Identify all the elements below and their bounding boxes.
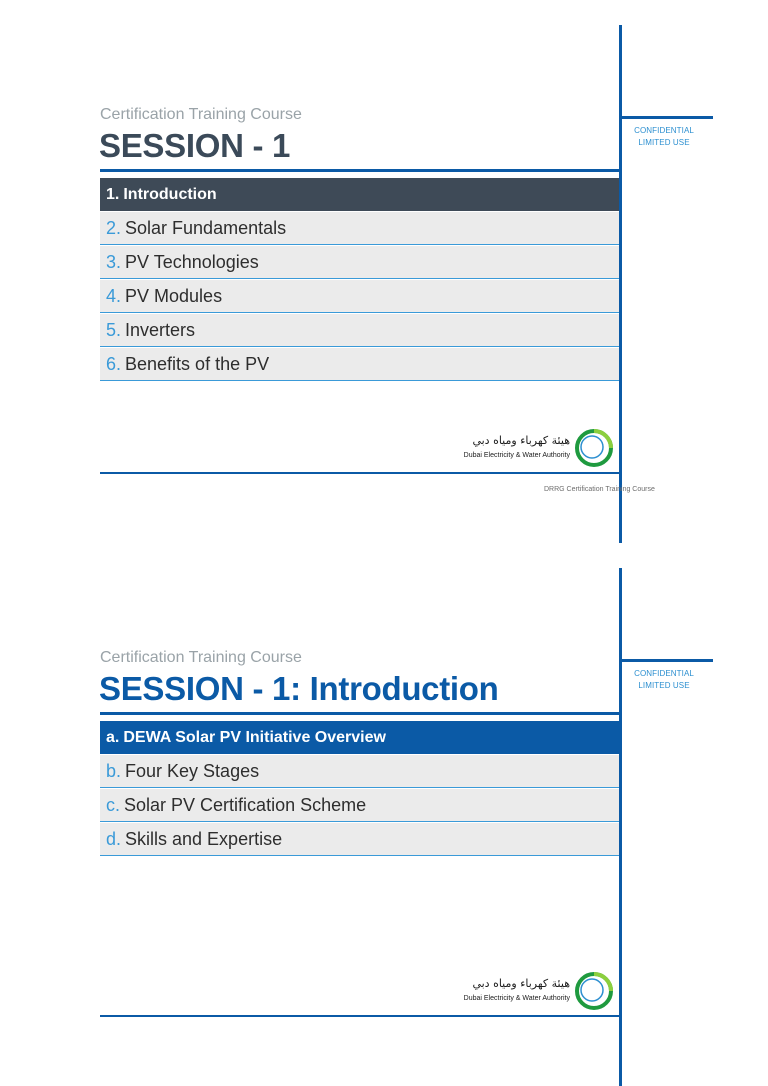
course-label: Certification Training Course xyxy=(100,106,302,123)
topic-number: 3. xyxy=(106,251,122,272)
topic-item-skills-expertise[interactable] xyxy=(100,823,619,856)
topic-item-pv-technologies[interactable] xyxy=(100,246,619,279)
topic-list xyxy=(100,721,619,857)
confidential-rule xyxy=(619,659,713,662)
dewa-logo xyxy=(450,965,616,1015)
logo-arabic-text: هيئة كهرباء ومياه دبي xyxy=(472,434,570,447)
logo-english-text: Dubai Electricity & Water Authority xyxy=(463,452,570,459)
session-title: SESSION - 1: Introduction xyxy=(99,670,499,707)
topic-list xyxy=(100,178,619,382)
topic-item-four-key-stages[interactable] xyxy=(100,755,619,788)
topic-number: 4. xyxy=(106,285,122,306)
topic-number: d. xyxy=(106,828,122,849)
topic-label: Benefits of the PV xyxy=(125,353,270,374)
topic-label: PV Modules xyxy=(125,285,223,306)
bottom-rule xyxy=(100,1015,619,1017)
vertical-divider xyxy=(619,568,622,1086)
confidential-line-2: LIMITED USE xyxy=(638,138,690,147)
confidential-line-1: CONFIDENTIAL xyxy=(634,669,694,678)
course-label: Certification Training Course xyxy=(100,649,302,666)
topic-number: b. xyxy=(106,760,122,781)
confidential-label xyxy=(622,125,706,149)
dewa-emblem-icon xyxy=(574,428,614,468)
title-rule xyxy=(100,712,619,715)
confidential-rule xyxy=(619,116,713,119)
topic-item-certification-scheme[interactable] xyxy=(100,789,619,822)
topic-number: 5. xyxy=(106,319,122,340)
logo-arabic-text: هيئة كهرباء ومياه دبي xyxy=(472,977,570,990)
topic-label: DEWA Solar PV Initiative Overview xyxy=(123,728,386,746)
dewa-logo xyxy=(450,422,616,472)
confidential-line-1: CONFIDENTIAL xyxy=(634,126,694,135)
topic-item-introduction[interactable] xyxy=(100,178,619,211)
topic-number: 2. xyxy=(106,217,122,238)
confidential-line-2: LIMITED USE xyxy=(638,681,690,690)
topic-item-benefits-of-pv[interactable] xyxy=(100,348,619,381)
topic-number: 1. xyxy=(106,185,120,203)
bottom-rule xyxy=(100,472,619,474)
footer-text: DRRG Certification Training Course xyxy=(544,486,655,493)
logo-english-text: Dubai Electricity & Water Authority xyxy=(463,995,570,1002)
vertical-divider xyxy=(619,25,622,543)
topic-label: Inverters xyxy=(125,319,196,340)
topic-label: PV Technologies xyxy=(125,251,259,272)
topic-number: a. xyxy=(106,728,120,746)
topic-number: c. xyxy=(106,794,121,815)
topic-label: Introduction xyxy=(123,185,217,203)
topic-label: Four Key Stages xyxy=(125,760,260,781)
session-title: SESSION - 1 xyxy=(99,127,291,164)
topic-item-solar-fundamentals[interactable] xyxy=(100,212,619,245)
topic-label: Solar PV Certification Scheme xyxy=(124,794,367,815)
topic-label: Skills and Expertise xyxy=(125,828,283,849)
topic-item-pv-modules[interactable] xyxy=(100,280,619,313)
topic-item-dewa-initiative[interactable] xyxy=(100,721,619,754)
dewa-emblem-icon xyxy=(574,971,614,1011)
topic-item-inverters[interactable] xyxy=(100,314,619,347)
slide-2 xyxy=(0,543,768,1086)
topic-number: 6. xyxy=(106,353,122,374)
title-rule xyxy=(100,169,619,172)
topic-label: Solar Fundamentals xyxy=(125,217,287,238)
confidential-label xyxy=(622,668,706,692)
